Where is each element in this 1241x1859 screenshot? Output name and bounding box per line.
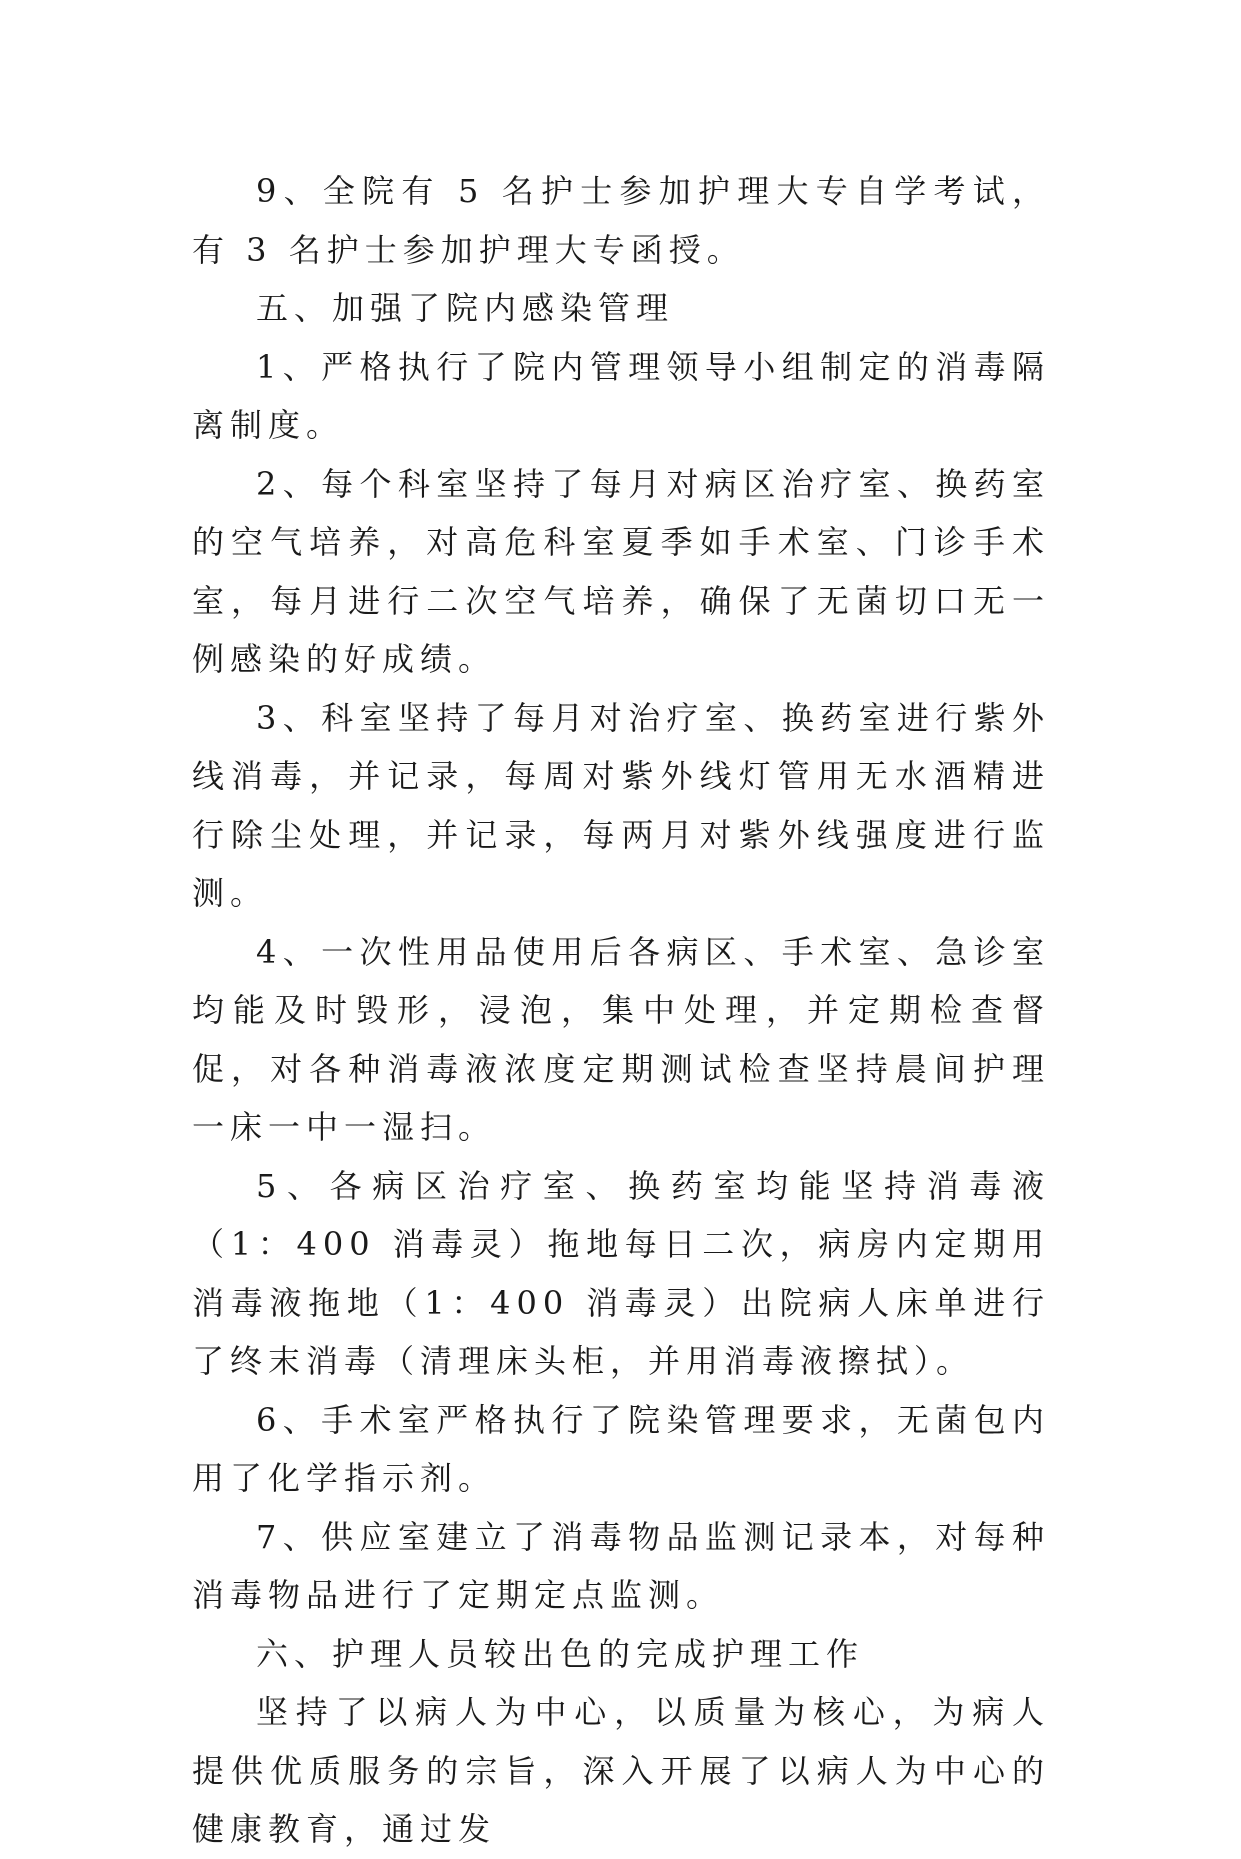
paragraph-item-5-mopping: 5、各病区治疗室、换药室均能坚持消毒液（1：400 消毒灵）拖地每日二次，病房内定期用消毒液拖地（1：400 消毒灵）出院病人床单进行了终末消毒（清理床头柜，并用消毒液擦拭）。	[192, 1166, 1050, 1380]
paragraph-item-7-supply-room: 7、供应室建立了消毒物品监测记录本，对每种消毒物品进行了定期定点监测。	[192, 1517, 1050, 1614]
paragraph-item-6-operating-room: 6、手术室严格执行了院染管理要求，无菌包内用了化学指示剂。	[192, 1400, 1050, 1497]
paragraph-item-9-exam: 9、全院有 5 名护士参加护理大专自学考试，有 3 名护士参加护理大专函授。	[192, 172, 1050, 269]
paragraph-item-3-uv-disinfection: 3、科室坚持了每月对治疗室、换药室进行紫外线消毒，并记录，每周对紫外线灯管用无水酒精进行除尘处理，并记录，每两月对紫外线强度进行监测。	[192, 698, 1050, 912]
paragraph-item-1-isolation: 1、严格执行了院内管理领导小组制定的消毒隔离制度。	[192, 347, 1050, 444]
section-heading-nursing-work: 六、护理人员较出色的完成护理工作	[256, 1634, 865, 1673]
paragraph-item-2-air-culture: 2、每个科室坚持了每月对病区治疗室、换药室的空气培养，对高危科室夏季如手术室、门诊手术室，每月进行二次空气培养，确保了无菌切口无一例感染的好成绩。	[192, 464, 1050, 678]
section-heading-infection-control: 五、加强了院内感染管理	[256, 289, 675, 327]
document-body	[192, 162, 1050, 1859]
paragraph-item-4-disposables: 4、一次性用品使用后各病区、手术室、急诊室均能及时毁形，浸泡，集中处理，并定期检查督促，对各种消毒液浓度定期测试检查坚持晨间护理一床一中一湿扫。	[192, 932, 1050, 1146]
paragraph-patient-centered: 坚持了以病人为中心，以质量为核心，为病人提供优质服务的宗旨，深入开展了以病人为中心的健康教育，通过发	[192, 1693, 1050, 1848]
